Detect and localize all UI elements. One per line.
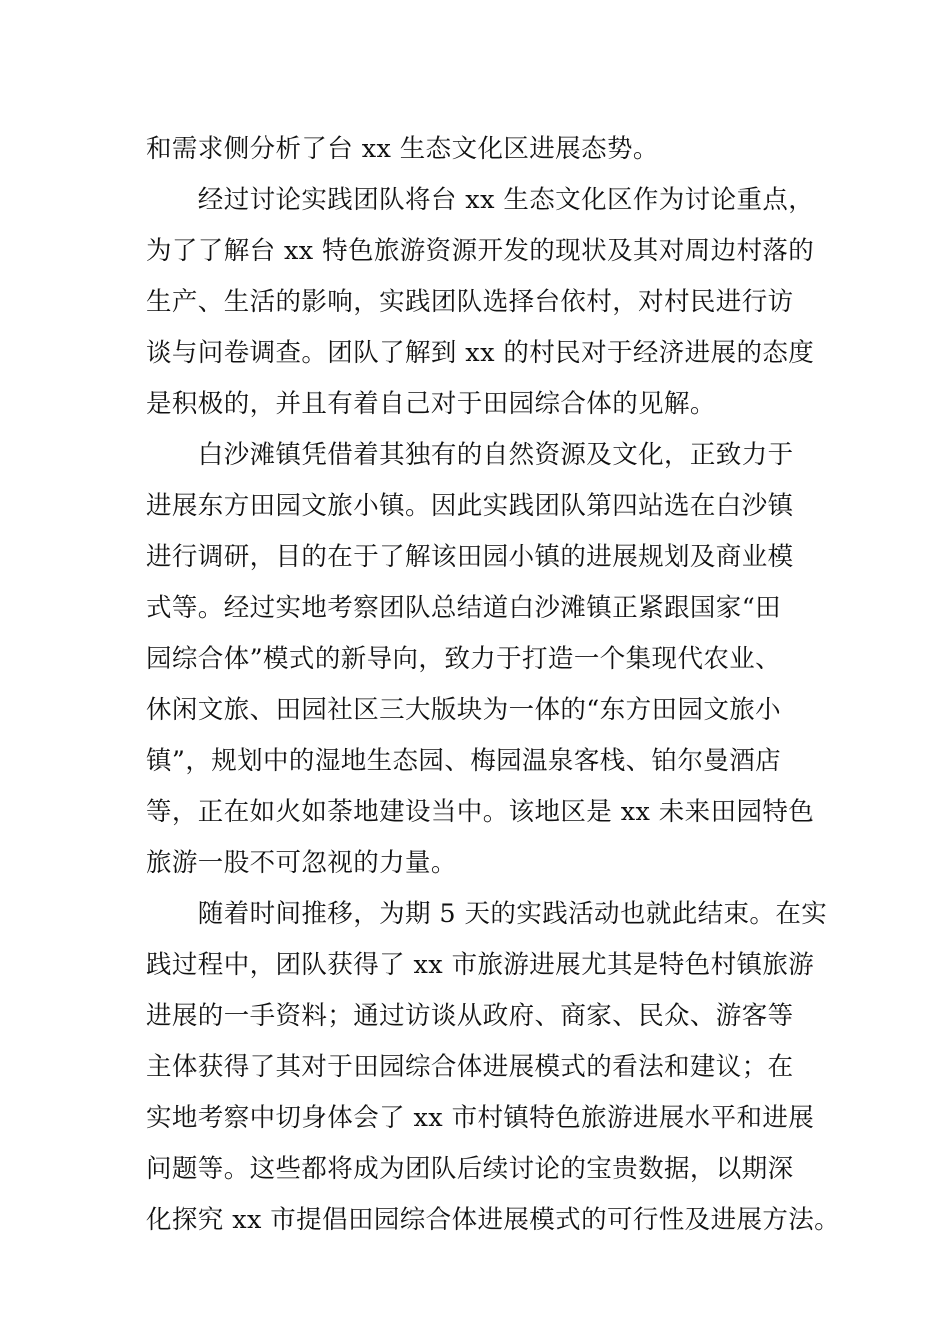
text-line: 白沙滩镇凭借着其独有的自然资源及文化，正致力于 <box>146 440 794 470</box>
text-line: 等，正在如火如荼地建设当中。该地区是 xx 未来田园特色 <box>146 797 815 827</box>
text-line: 经过讨论实践团队将台 xx 生态文化区作为讨论重点， <box>146 185 815 215</box>
text-line: 生产、生活的影响，实践团队选择台依村，对村民进行访 <box>146 287 794 317</box>
text-line: 和需求侧分析了台 xx 生态文化区进展态势。 <box>146 134 659 164</box>
text-line: 休闲文旅、田园社区三大版块为一体的“东方田园文旅小 <box>146 695 782 725</box>
text-line: 问题等。这些都将成为团队后续讨论的宝贵数据，以期深 <box>146 1154 794 1184</box>
text-line: 为了了解台 xx 特色旅游资源开发的现状及其对周边村落的 <box>146 236 815 266</box>
text-line: 进行调研，目的在于了解该田园小镇的进展规划及商业模 <box>146 542 794 572</box>
text-line: 式等。经过实地考察团队总结道白沙滩镇正紧跟国家“田 <box>146 593 782 623</box>
text-line: 镇”，规划中的湿地生态园、梅园温泉客栈、铂尔曼酒店 <box>146 746 782 776</box>
text-line: 谈与问卷调查。团队了解到 xx 的村民对于经济进展的态度 <box>146 338 815 368</box>
document-body-text <box>146 124 841 1246</box>
text-line: 园综合体”模式的新导向，致力于打造一个集现代农业、 <box>146 644 782 674</box>
text-line: 随着时间推移，为期 5 天的实践活动也就此结束。在实 <box>146 899 828 929</box>
text-line: 进展东方田园文旅小镇。因此实践团队第四站选在白沙镇 <box>146 491 794 521</box>
text-line: 是积极的，并且有着自己对于田园综合体的见解。 <box>146 389 716 419</box>
text-line: 践过程中，团队获得了 xx 市旅游进展尤其是特色村镇旅游 <box>146 950 815 980</box>
text-line: 旅游一股不可忽视的力量。 <box>146 848 457 878</box>
text-line: 进展的一手资料；通过访谈从政府、商家、民众、游客等 <box>146 1001 794 1031</box>
text-line: 主体获得了其对于田园综合体进展模式的看法和建议；在 <box>146 1052 794 1082</box>
text-line: 实地考察中切身体会了 xx 市村镇特色旅游进展水平和进展 <box>146 1103 815 1133</box>
text-line: 化探究 xx 市提倡田园综合体进展模式的可行性及进展方法。 <box>146 1205 841 1235</box>
